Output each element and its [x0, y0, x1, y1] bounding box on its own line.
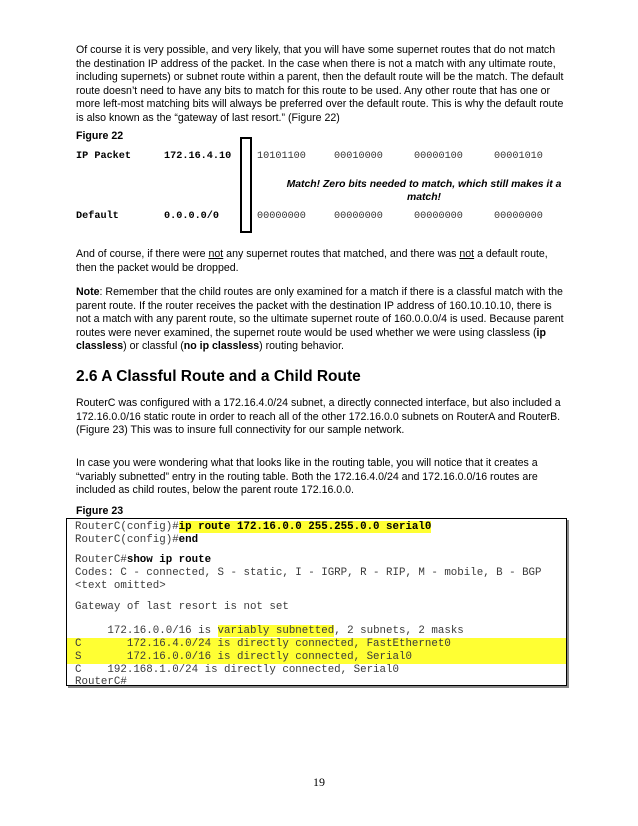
console-line-show: RouterC#show ip route [75, 554, 212, 566]
figure-23-label: Figure 23 [76, 505, 124, 517]
dropped-paragraph: And of course, if there were not any supernet routes that matched, and there was not a default route, then the packet would be dropped. [76, 248, 548, 274]
console-line-end: RouterC(config)#end [75, 534, 199, 546]
console-line-final-prompt: RouterC# [75, 676, 127, 688]
row-name: IP Packet [76, 151, 132, 162]
figure-22-match-note: Match! Zero bits needed to match, which still makes it a match! [286, 179, 562, 203]
figure-22-label: Figure 22 [76, 130, 124, 142]
octet-3: 00000100 [414, 151, 463, 162]
octet-1: 00000000 [257, 211, 306, 222]
console-line-codes: Codes: C - connected, S - static, I - IGRP, R - RIP, M - mobile, B - BGP [75, 567, 542, 579]
octet-2: 00010000 [334, 151, 383, 162]
octet-4: 00000000 [494, 211, 543, 222]
octet-2: 00000000 [334, 211, 383, 222]
intro-paragraph: Of course it is very possible, and very likely, that you will have some supernet routes that do not match the destination IP address of the packet. In the case when there is not a match with any ultimate route, including supernets) or subnet route within a parent, then the default route will be the match. The default route doesn’t need to have any bits to match for this route to be used. Any other route that has one or more left-most matching bits will always be preferred over the default route. This is why the default route is also known as the “gateway of last resort.” (Figure 22) [76, 44, 564, 124]
octet-4: 00001010 [494, 151, 543, 162]
router-console-output [66, 518, 567, 686]
note-paragraph: Note: Remember that the child routes are only examined for a match if there is a classful match with the parent route. If the router receives the packet with the destination IP address of 160.10.10.10, there is not a match with any parent route, so the ultimate supernet route of 160.0.0.0/4 is used. Because parent routes were never examined, the supernet route would be used whether we were using classless (ip classless) or classful (no ip classless) routing behavior. [76, 286, 564, 353]
figure-22-row-default [76, 211, 576, 225]
octet-3: 00000000 [414, 211, 463, 222]
console-line-route-3: C 192.168.1.0/24 is directly connected, Serial0 [75, 664, 399, 676]
row-ip: 172.16.4.10 [164, 151, 232, 162]
console-line-parent-route: 172.16.0.0/16 is variably subnetted, 2 subnets, 2 masks [75, 625, 464, 637]
section-paragraph-1: RouterC was configured with a 172.16.4.0/24 subnet, a directly connected interface, but also included a 172.16.0.0/16 static route in order to reach all of the other 172.16.0.0 subnets on RouterA and RouterB. (Figure 23) This was to insure full connectivity for our sample network. [76, 397, 561, 437]
console-line-omitted: <text omitted> [75, 580, 166, 592]
row-ip: 0.0.0.0/0 [164, 211, 220, 222]
section-heading: 2.6 A Classful Route and a Child Route [76, 368, 361, 385]
row-name: Default [76, 211, 119, 222]
figure-22-row-ip-packet [76, 151, 576, 165]
console-line-child-route-1: C 172.16.4.0/24 is directly connected, FastEthernet0 [75, 638, 451, 650]
octet-1: 10101100 [257, 151, 306, 162]
page-number: 19 [313, 775, 325, 789]
console-line-child-route-2: S 172.16.0.0/16 is directly connected, Serial0 [75, 651, 412, 663]
console-line-gateway: Gateway of last resort is not set [75, 601, 289, 613]
section-paragraph-2: In case you were wondering what that looks like in the routing table, you will notice that it creates a “variably subnetted” entry in the routing table. Both the 172.16.4.0/24 and 172.16.0.0/16 routes are included as child routes, below the parent route 172.16.0.0. [76, 457, 538, 497]
console-line-ip-route: RouterC(config)#ip route 172.16.0.0 255.255.0.0 serial0 [75, 521, 432, 533]
